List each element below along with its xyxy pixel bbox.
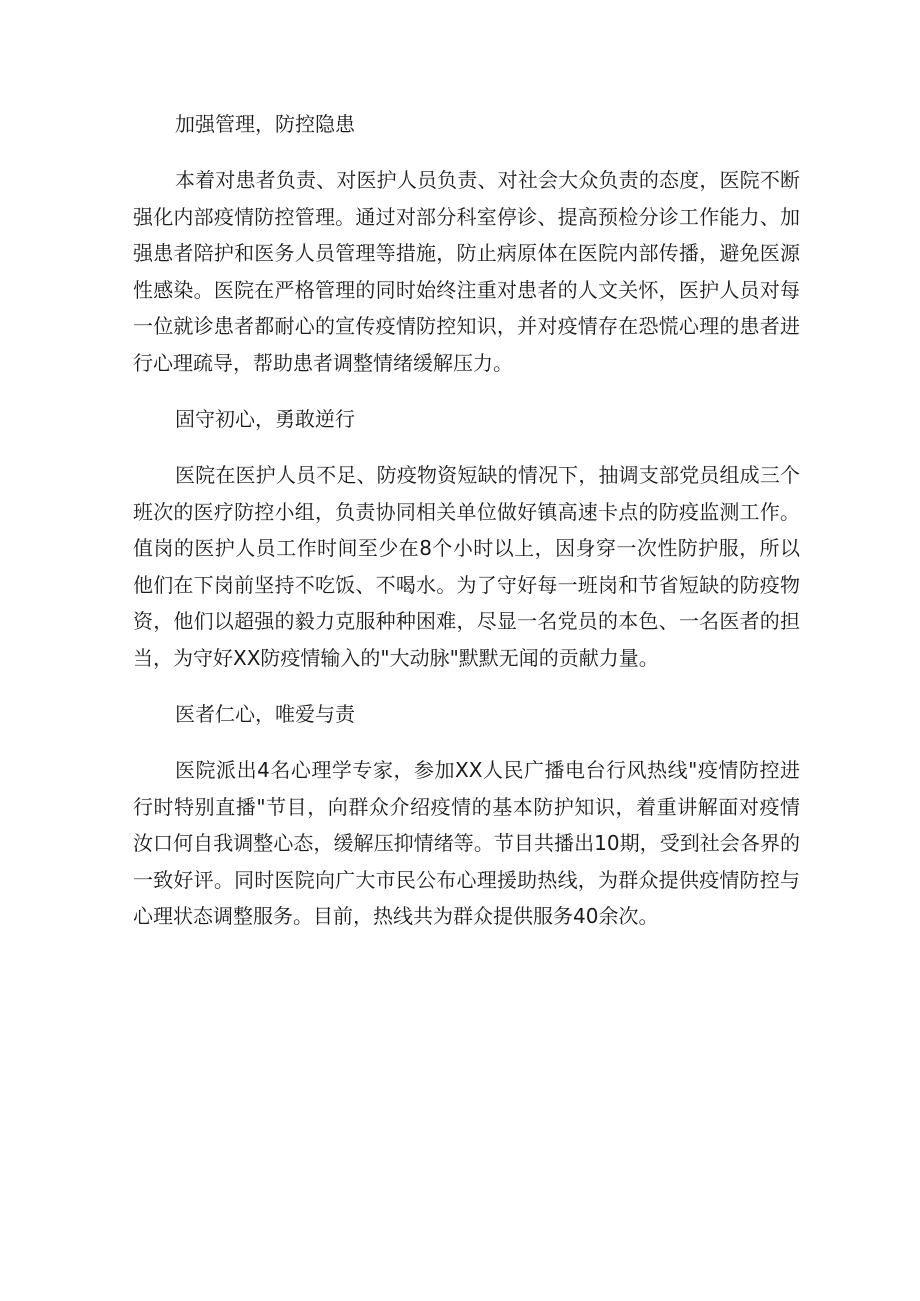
section-heading-original-intention: 固守初心，勇敢逆行: [175, 407, 355, 431]
section-heading-management: 加强管理，防控隐患: [175, 112, 355, 136]
document-body: [133, 106, 800, 955]
section-paragraph-benevolence: 医院派出4名心理学专家，参加XX人民广播电台行风热线"疫情防控进行时特别直播"节目，向群众介绍疫情的基本防护知识，着重讲解面对疫情汝口何自我调整心态，缓解压抑情绪等。节目共播出10期，受到社会各界的一致好评。同时医院向广大市民公布心理援助热线，为群众提供疫情防控与心理状态调整服务。目前，热线共为群众提供服务40余次。: [133, 758, 800, 928]
section-paragraph-original-intention: 医院在医护人员不足、防疫物资短缺的情况下，抽调支部党员组成三个班次的医疗防控小组，负责协同相关单位做好镇高速卡点的防疫监测工作。值岗的医护人员工作时间至少在8个小时以上，因身穿一次性防护服，所以他们在下岗前坚持不吃饭、不喝水。为了守好每一班岗和节省短缺的防疫物资，他们以超强的毅力克服种种困难，尽显一名党员的本色、一名医者的担当，为守好XX防疫情输入的"大动脉"默默无闻的贡献力量。: [133, 463, 800, 670]
section-heading-benevolence: 医者仁心，唯爱与责: [175, 702, 355, 726]
section-paragraph-management: 本着对患者负责、对医护人员负责、对社会大众负责的态度，医院不断强化内部疫情防控管理。通过对部分科室停诊、提高预检分诊工作能力、加强患者陪护和医务人员管理等措施，防止病原体在医院内部传播，避免医源性感染。医院在严格管理的同时始终注重对患者的人文关怀，医护人员对每一位就诊患者都耐心的宣传疫情防控知识，并对疫情存在恐慌心理的患者进行心理疏导，帮助患者调整情绪缓解压力。: [133, 168, 800, 375]
